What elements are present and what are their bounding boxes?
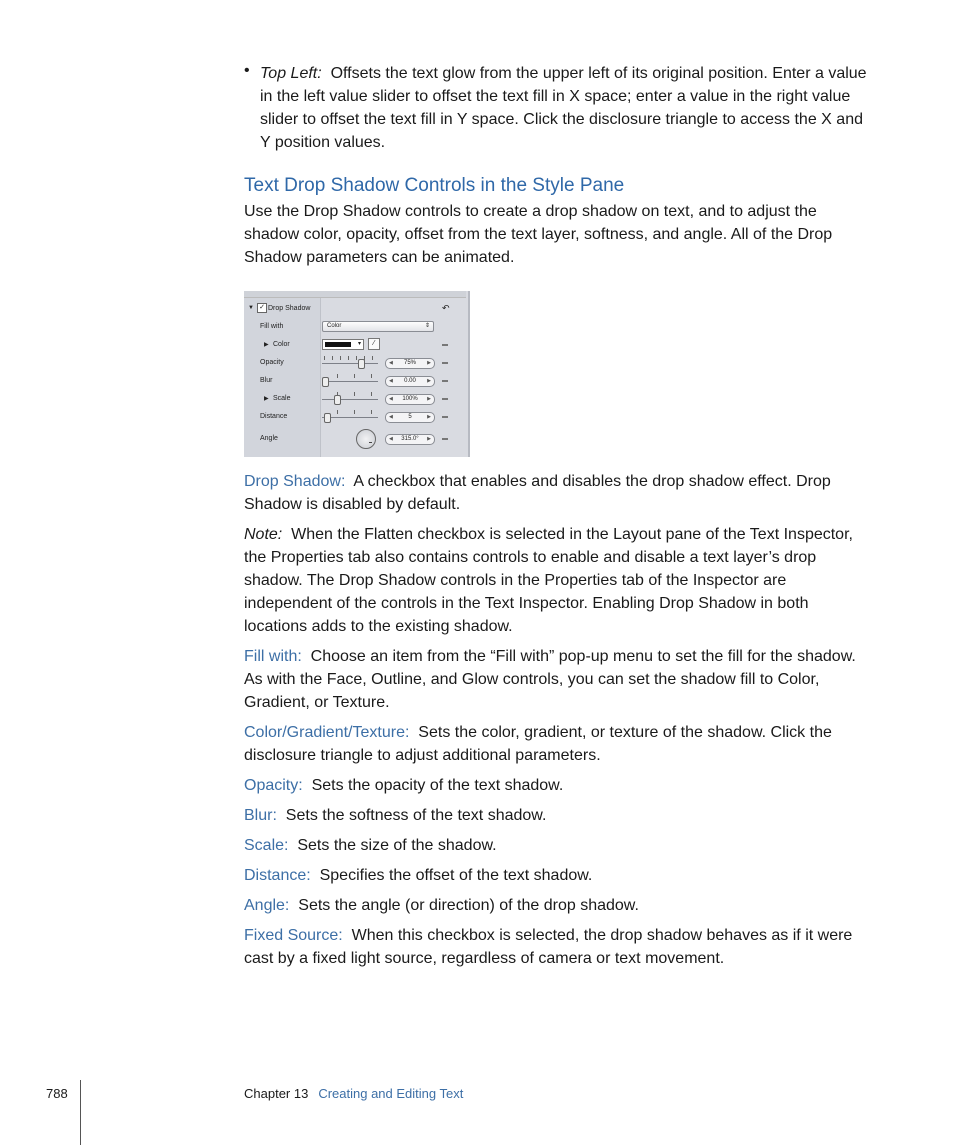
- panel-top-strip: [244, 291, 466, 298]
- definition-distance: [244, 864, 876, 887]
- opacity-slider-thumb[interactable]: [358, 359, 365, 369]
- decrement-icon[interactable]: ◀: [389, 378, 393, 384]
- fill-with-value: Color: [327, 323, 342, 329]
- definition-fixed-source: [244, 924, 876, 970]
- slider-tick: [371, 374, 372, 378]
- angle-label: Angle: [260, 435, 278, 442]
- blur-slider[interactable]: [322, 381, 378, 382]
- slider-tick: [337, 374, 338, 378]
- definition-text: A checkbox that enables and disables the drop shadow effect. Drop Shadow is disabled by default.: [244, 473, 831, 513]
- footer-chapter: [244, 1086, 463, 1101]
- scale-slider[interactable]: [322, 399, 378, 400]
- definition-text: Specifies the offset of the text shadow.: [319, 867, 593, 884]
- color-swatch: [325, 342, 351, 347]
- increment-icon[interactable]: ▶: [427, 436, 431, 442]
- opacity-row: [244, 354, 466, 372]
- blur-row: [244, 372, 466, 390]
- definition-text: Choose an item from the “Fill with” pop-up menu to set the fill for the shadow. As with the Face, Outline, and Glow controls, you can set the shadow fill to Color, Gradient, or Texture.: [244, 648, 856, 711]
- bullet-marker: •: [244, 62, 250, 79]
- scale-row: [244, 390, 466, 408]
- slider-tick: [371, 410, 372, 414]
- scale-disclosure-icon[interactable]: ▶: [264, 396, 269, 402]
- definition-term: Blur:: [244, 807, 277, 824]
- page-number: 788: [46, 1086, 68, 1101]
- distance-slider-thumb[interactable]: [324, 413, 331, 423]
- footer-divider: [80, 1080, 81, 1145]
- definition-text: Sets the angle (or direction) of the drop shadow.: [298, 897, 639, 914]
- color-label: Color: [273, 341, 290, 348]
- color-row: [244, 336, 466, 354]
- definition-drop-shadow: [244, 470, 876, 516]
- definition-text: When the Flatten checkbox is selected in the Layout pane of the Text Inspector, the Properties tab also contains controls to enable and disable a text layer’s drop shadow. The Drop Shadow controls in the Properties tab of the Inspector are independent of the controls in the Text Inspector. Enabling Drop Shadow in both locations adds to the existing shadow.: [244, 526, 853, 635]
- scale-value: 100%: [402, 396, 418, 402]
- decrement-icon[interactable]: ◀: [389, 414, 393, 420]
- blur-slider-thumb[interactable]: [322, 377, 329, 387]
- slider-tick: [332, 356, 333, 360]
- definition-text: Sets the color, gradient, or texture of the shadow. Click the disclosure triangle to adjust additional parameters.: [244, 724, 832, 764]
- bullet-text: Offsets the text glow from the upper left of its original position. Enter a value in the left value slider to offset the text fill in X space; enter a value in the right value slider to offset the text fill in Y space. Click the disclosure triangle to access the X and Y position values.: [260, 65, 867, 151]
- increment-icon[interactable]: ▶: [427, 414, 431, 420]
- disclosure-triangle-icon[interactable]: ▼: [248, 305, 254, 311]
- angle-dial[interactable]: [356, 429, 376, 449]
- keyframe-dash-icon: [442, 380, 448, 382]
- angle-row: [244, 426, 466, 452]
- chapter-title: Creating and Editing Text: [318, 1086, 464, 1101]
- definition-term: Fixed Source:: [244, 927, 343, 944]
- scale-slider-thumb[interactable]: [334, 395, 341, 405]
- fill-with-row: [244, 318, 466, 336]
- scale-field[interactable]: [385, 394, 435, 405]
- drop-shadow-inspector-panel: [244, 291, 470, 457]
- opacity-slider[interactable]: [322, 363, 378, 364]
- definition-note: [244, 523, 876, 638]
- keyframe-dash-icon: [442, 398, 448, 400]
- color-well[interactable]: [322, 339, 364, 350]
- definition-term: Scale:: [244, 837, 289, 854]
- angle-field[interactable]: [385, 434, 435, 445]
- drop-shadow-row: [244, 300, 466, 318]
- slider-tick: [356, 356, 357, 360]
- blur-field[interactable]: [385, 376, 435, 387]
- blur-label: Blur: [260, 377, 273, 384]
- definition-term: Distance:: [244, 867, 311, 884]
- definition-text: Sets the size of the shadow.: [297, 837, 497, 854]
- keyframe-dash-icon: [442, 416, 448, 418]
- angle-value: 315.0°: [401, 436, 419, 442]
- blur-value: 0.00: [404, 378, 416, 384]
- definition-term: Angle:: [244, 897, 290, 914]
- popup-arrows-icon: ⇕: [424, 323, 430, 329]
- distance-label: Distance: [260, 413, 288, 420]
- distance-field[interactable]: [385, 412, 435, 423]
- eyedropper-icon[interactable]: ⁄: [368, 338, 380, 350]
- definition-text: When this checkbox is selected, the drop shadow behaves as if it were cast by a fixed light source, regardless of camera or text movement.: [244, 927, 853, 967]
- section-intro: Use the Drop Shadow controls to create a drop shadow on text, and to adjust the shadow color, opacity, offset from the text layer, softness, and angle. All of the Drop Shadow parameters can be animated.: [244, 203, 833, 266]
- decrement-icon[interactable]: ◀: [389, 436, 393, 442]
- keyframe-dash-icon: [442, 362, 448, 364]
- reset-icon[interactable]: ↶: [442, 303, 450, 313]
- slider-tick: [372, 356, 373, 360]
- section-heading: Text Drop Shadow Controls in the Style Pane: [244, 175, 625, 196]
- decrement-icon[interactable]: ◀: [389, 396, 393, 402]
- drop-shadow-checkbox[interactable]: ✓: [257, 303, 267, 313]
- definition-opacity: [244, 774, 876, 797]
- slider-tick: [354, 374, 355, 378]
- drop-shadow-label: Drop Shadow: [268, 305, 311, 312]
- definition-color-gradient-texture: [244, 721, 876, 767]
- definition-term: Opacity:: [244, 777, 303, 794]
- definition-scale: [244, 834, 876, 857]
- distance-row: [244, 408, 466, 426]
- decrement-icon[interactable]: ◀: [389, 360, 393, 366]
- fill-with-label: Fill with: [260, 323, 284, 330]
- color-disclosure-icon[interactable]: ▶: [264, 342, 269, 348]
- definition-fill-with: [244, 645, 876, 714]
- increment-icon[interactable]: ▶: [427, 378, 431, 384]
- chapter-number: Chapter 13: [244, 1086, 309, 1101]
- definition-text: Sets the opacity of the text shadow.: [311, 777, 564, 794]
- increment-icon[interactable]: ▶: [427, 396, 431, 402]
- definition-term: Fill with:: [244, 648, 302, 665]
- slider-tick: [348, 356, 349, 360]
- slider-tick: [340, 356, 341, 360]
- slider-tick: [324, 356, 325, 360]
- keyframe-dash-icon: [442, 344, 448, 346]
- increment-icon[interactable]: ▶: [427, 360, 431, 366]
- color-menu-icon: ▾: [357, 341, 361, 347]
- opacity-label: Opacity: [260, 359, 284, 366]
- note-term: Note:: [244, 526, 283, 543]
- definition-term: Color/Gradient/Texture:: [244, 724, 410, 741]
- definition-term: Drop Shadow:: [244, 473, 346, 490]
- slider-tick: [354, 392, 355, 396]
- bullet-term: Top Left:: [260, 65, 322, 82]
- definition-blur: [244, 804, 876, 827]
- distance-value: 5: [408, 414, 412, 420]
- keyframe-dash-icon: [442, 438, 448, 440]
- slider-tick: [337, 410, 338, 414]
- definition-angle: [244, 894, 876, 917]
- angle-dial-indicator: [369, 442, 372, 443]
- bullet-paragraph: [260, 62, 876, 154]
- fill-with-popup[interactable]: [322, 321, 434, 332]
- opacity-value: 75%: [403, 360, 416, 366]
- slider-tick: [371, 392, 372, 396]
- scale-label: Scale: [273, 395, 291, 402]
- slider-tick: [354, 410, 355, 414]
- opacity-field[interactable]: [385, 358, 435, 369]
- definition-text: Sets the softness of the text shadow.: [285, 807, 547, 824]
